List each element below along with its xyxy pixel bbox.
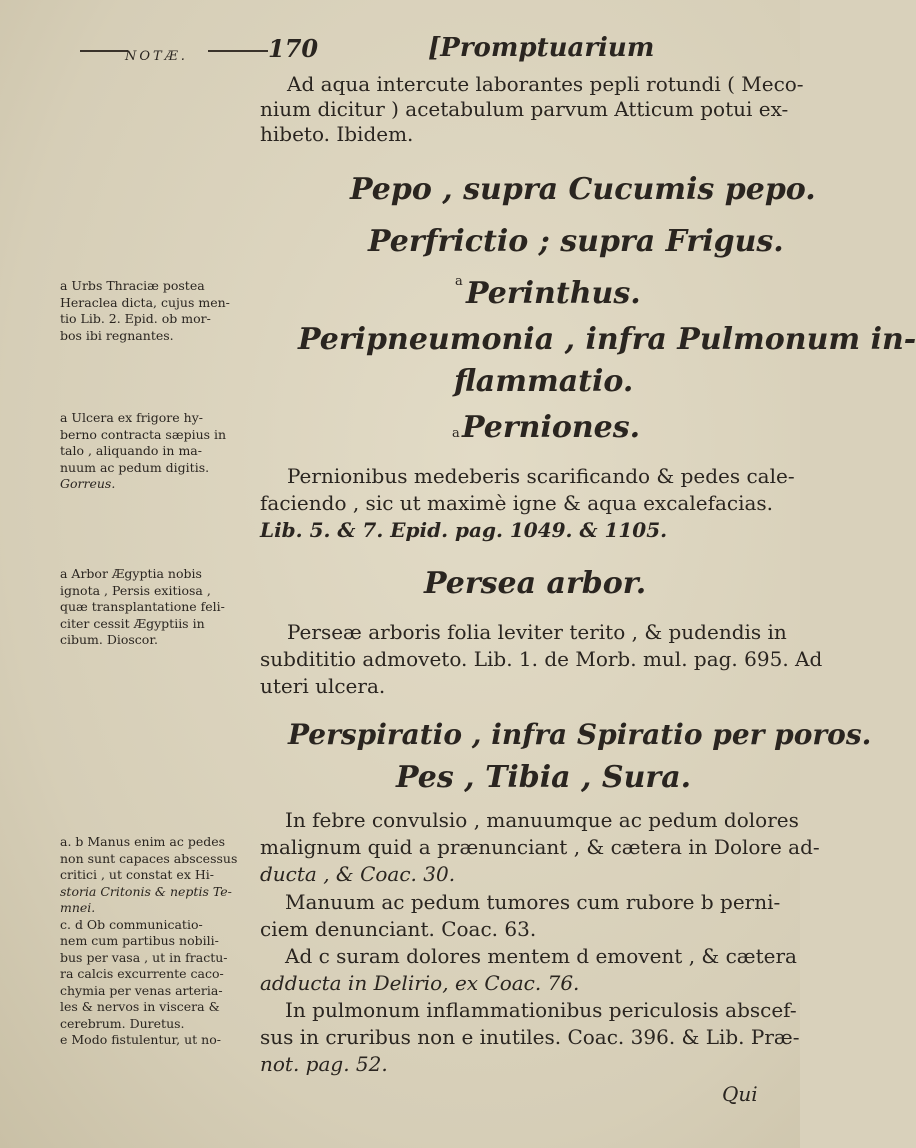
entry-perspiratio: Perspiratio , infra Spiratio per poros.	[288, 718, 872, 751]
note-3-line: citer cessit Ægyptiis in	[60, 615, 205, 631]
entry-perinthus: Perinthus.	[466, 276, 641, 311]
entry-perinthus-mark: a	[455, 274, 463, 289]
note-2-line: talo , aliquando in ma-	[60, 443, 202, 458]
entry-peripneumonia-2: flammatio.	[454, 364, 634, 399]
section-label: NOTÆ.	[125, 49, 188, 64]
entry-persea: Persea arbor.	[424, 566, 647, 601]
note-1-line: Heraclea dicta, cujus men-	[60, 294, 230, 310]
note-3-line: quæ transplantatione feli-	[60, 599, 225, 614]
note-4-line: bus per vasa , ut in fractu-	[60, 949, 228, 965]
margin-note-4	[60, 834, 237, 1049]
entry-perniones: Perniones.	[462, 410, 641, 445]
note-4-line: a. b Manus enim ac pedes	[60, 834, 226, 849]
header-rule-left	[80, 50, 128, 52]
note-4-line: chymia per venas arteria-	[60, 982, 223, 998]
note-4-line: storia Critonis & neptis Te-	[60, 883, 232, 899]
note-4-line: c. d Ob communicatio-	[60, 916, 203, 932]
margin-note-1	[60, 278, 230, 344]
pes-line-10: not. pag. 52.	[260, 1052, 388, 1076]
note-4-line: les & nervos in viscera &	[60, 999, 220, 1014]
note-4-line: non sunt capaces abscessus	[60, 850, 238, 866]
note-3-line: ignota , Persis exitiosa ,	[60, 582, 211, 598]
intro-line-2: nium dicitur ) acetabulum parvum Atticum potui ex-	[260, 97, 789, 121]
note-3-line: cibum. Dioscor.	[60, 632, 158, 647]
pes-line-6: Ad c suram dolores mentem d emovent , & cætera	[285, 944, 797, 968]
header-rule-mid	[208, 50, 268, 52]
perniones-line-1: Pernionibus medeberis scarificando & pedes cale-	[287, 464, 795, 488]
note-2-line: nuum ac pedum digitis.	[60, 459, 210, 475]
note-4-line: ra calcis excurrente caco-	[60, 966, 224, 981]
note-2-line: a Ulcera ex frigore hy-	[60, 410, 203, 425]
note-2-line: Gorreus.	[60, 476, 116, 491]
intro-line-1: Ad aqua intercute laborantes pepli rotundi ( Meco-	[287, 72, 804, 96]
page-number: 170	[268, 34, 319, 63]
pes-line-8: In pulmonum inflammationibus periculosis abscef-	[285, 998, 797, 1022]
pes-line-1: In febre convulsio , manuumque ac pedum dolores	[285, 808, 799, 832]
entry-pepo: Pepo , supra Cucumis pepo.	[350, 172, 816, 207]
persea-line-1: Perseæ arboris folia leviter terito , & pudendis in	[287, 620, 787, 644]
note-4-line: e Modo fistulentur, ut no-	[60, 1032, 221, 1047]
running-title: [Promptuarium	[428, 33, 655, 63]
note-1-line: tio Lib. 2. Epid. ob mor-	[60, 311, 211, 326]
note-4-line: cerebrum. Duretus.	[60, 1015, 185, 1031]
pes-line-2: malignum quid a prænunciant , & cætera in Dolore ad-	[260, 835, 820, 859]
catchword: Qui	[722, 1082, 758, 1106]
note-4-line: nem cum partibus nobili-	[60, 933, 219, 948]
pes-line-7: adducta in Delirio, ex Coac. 76.	[260, 971, 580, 995]
note-1-line: a Urbs Thraciæ postea	[60, 278, 205, 293]
entry-perniones-mark: a	[452, 426, 460, 441]
pes-line-9: sus in cruribus non e inutiles. Coac. 396. & Lib. Præ-	[260, 1025, 800, 1049]
entry-perfrictio: Perfrictio ; supra Frigus.	[368, 224, 784, 259]
persea-line-3: uteri ulcera.	[260, 674, 386, 698]
pes-line-5: ciem denunciant. Coac. 63.	[260, 917, 537, 941]
margin-note-2	[60, 410, 226, 493]
note-3-line: a Arbor Ægyptia nobis	[60, 566, 202, 581]
perniones-line-3: Lib. 5. & 7. Epid. pag. 1049. & 1105.	[260, 518, 668, 542]
perniones-line-2: faciendo , sic ut maximè igne & aqua excalefacias.	[260, 491, 774, 515]
pes-line-4: Manuum ac pedum tumores cum rubore b perni-	[285, 890, 781, 914]
persea-line-2: subdititio admoveto. Lib. 1. de Morb. mul. pag. 695. Ad	[260, 647, 823, 671]
note-2-line: berno contracta sæpius in	[60, 426, 227, 442]
note-1-line: bos ibi regnantes.	[60, 327, 174, 343]
margin-note-3	[60, 566, 225, 649]
pes-line-3: ducta , & Coac. 30.	[260, 862, 456, 886]
intro-line-3: hibeto. Ibidem.	[260, 122, 414, 146]
entry-pes: Pes , Tibia , Sura.	[396, 760, 692, 795]
entry-peripneumonia-1: Peripneumonia , infra Pulmonum in-	[298, 322, 916, 357]
note-4-line: critici , ut constat ex Hi-	[60, 867, 214, 882]
note-4-line: mnei.	[60, 900, 96, 915]
